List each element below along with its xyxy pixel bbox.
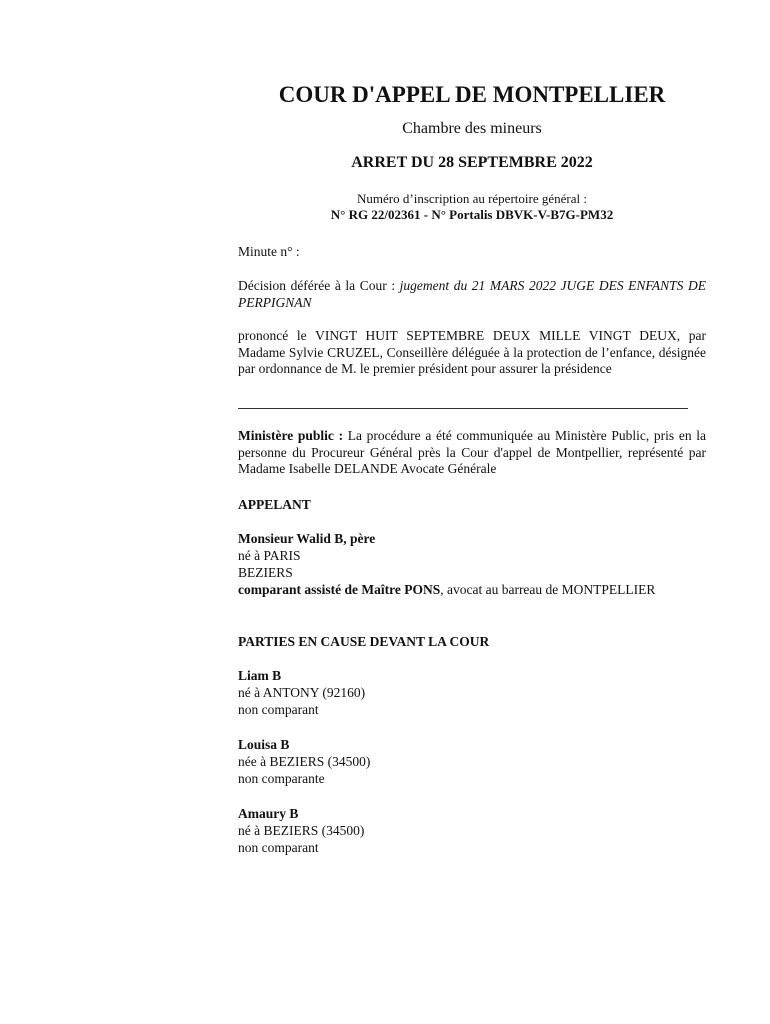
appelant-name: Monsieur Walid B, père: [238, 531, 376, 546]
ministere-text: La procédure a été communiquée au Ministère Public, pris en la personne du Procureur Général près la Cour d'appel de Montpellier, représenté par Madame Isabelle DELANDE Avocate Générale: [238, 428, 706, 476]
appelant-assist-bold: comparant assisté de Maître PONS: [238, 582, 441, 597]
ministere-label: Ministère public :: [238, 428, 344, 443]
party-item: [238, 667, 708, 718]
party-name: Louisa B: [238, 737, 290, 752]
party-name: Liam B: [238, 668, 282, 683]
prononce-paragraph: prononcé le VINGT HUIT SEPTEMBRE DEUX MILLE VINGT DEUX, par Madame Sylvie CRUZEL, Conseillère déléguée à la protection de l’enfance, désignée par ordonnance de M. le premier président pour assurer la présidence: [238, 328, 706, 376]
appelant-block: [238, 530, 708, 598]
party-status: non comparant: [238, 702, 319, 717]
decision-value: jugement du 21 MARS 2022 JUGE DES ENFANTS DE PERPIGNAN: [238, 278, 706, 310]
appelant-city: BEZIERS: [238, 565, 293, 580]
court-title: COUR D'APPEL DE MONTPELLIER: [278, 82, 666, 107]
appelant-assist-rest: , avocat au barreau de MONTPELLIER: [440, 582, 656, 597]
appelant-birth: né à PARIS: [238, 548, 301, 563]
party-item: [238, 805, 708, 856]
party-item: [238, 736, 708, 787]
rg-number: N° RG 22/02361 - N° Portalis DBVK-V-B7G-PM32: [330, 207, 614, 222]
arret-date: ARRET DU 28 SEPTEMBRE 2022: [351, 154, 593, 171]
party-status: non comparante: [238, 771, 325, 786]
party-name: Amaury B: [238, 806, 299, 821]
decision-deferee: [238, 278, 706, 311]
separator-line: [238, 408, 688, 409]
party-birth: né à ANTONY (92160): [238, 685, 366, 700]
rg-label: Numéro d’inscription au répertoire général :: [357, 191, 587, 206]
minute-line: Minute n° :: [238, 244, 300, 259]
party-status: non comparant: [238, 840, 319, 855]
appelant-heading: APPELANT: [238, 497, 311, 512]
ministere-public-paragraph: [238, 428, 706, 478]
party-birth: né à BEZIERS (34500): [238, 823, 365, 838]
party-birth: née à BEZIERS (34500): [238, 754, 371, 769]
parties-heading: PARTIES EN CAUSE DEVANT LA COUR: [238, 634, 490, 649]
decision-label: Décision déférée à la Cour :: [238, 278, 396, 293]
appelant-assistance: [238, 581, 708, 598]
chamber-name: Chambre des mineurs: [402, 120, 542, 137]
